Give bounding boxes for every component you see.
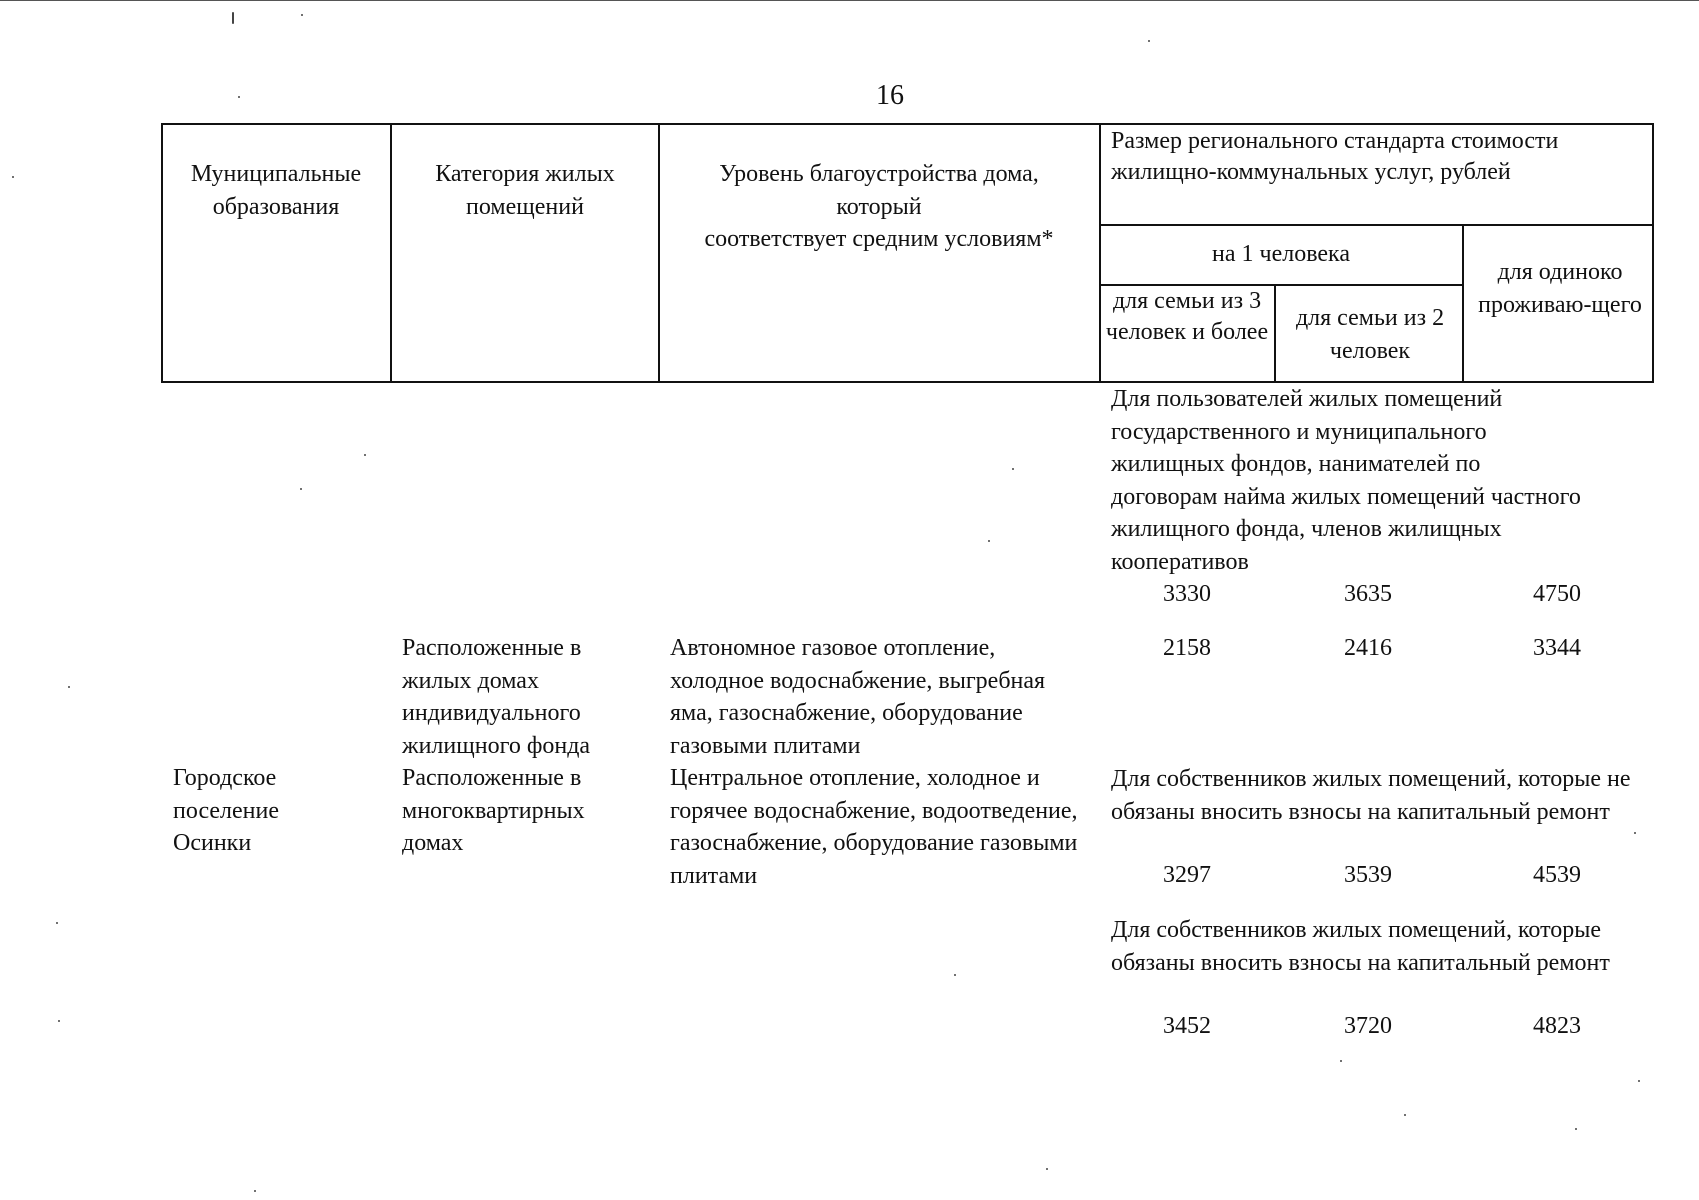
- group3-value-single: 4823: [1533, 1013, 1581, 1039]
- scan-speck: [1404, 1114, 1406, 1116]
- header-category: Категория жилых помещений: [435, 161, 615, 220]
- apartment-category: Расположенные в многоквартирных домах: [402, 765, 585, 856]
- header-divider-3: [1099, 123, 1101, 383]
- scan-speck: [1634, 832, 1636, 834]
- group3-value-family2: 3720: [1344, 1013, 1392, 1039]
- scan-speck: [1046, 1168, 1048, 1170]
- scan-speck: [1638, 1080, 1640, 1082]
- apartment-amenity: Центральное отопление, холодное и горячее водоснабжение, водоотведение, газоснабжение, оборудование газовыми плитами: [670, 765, 1078, 889]
- scan-speck: [12, 176, 14, 178]
- header-family-2: для семьи из 2 человек: [1295, 305, 1445, 364]
- scan-speck: [300, 488, 302, 490]
- scan-speck: [56, 922, 58, 924]
- group3-title: Для собственников жилых помещений, которые обязаны вносить взносы на капитальный ремонт: [1111, 917, 1610, 976]
- header-rule-standard: [1099, 224, 1654, 226]
- group3-value-family3: 3452: [1163, 1013, 1211, 1039]
- scan-speck: [1148, 40, 1150, 42]
- municipality-name: Городское поселение Осинки: [173, 765, 280, 856]
- header-amenity-line2: который: [836, 193, 922, 220]
- individual-category: Расположенные в жилых домах индивидуального жилищного фонда: [402, 635, 591, 759]
- scan-speck: [988, 540, 990, 542]
- scan-speck: [301, 14, 303, 16]
- page-number: 16: [876, 80, 904, 111]
- header-municipality: Муниципальные образования: [190, 161, 362, 220]
- group2-title: Для собственников жилых помещений, которые не обязаны вносить взносы на капитальный ремонт: [1111, 766, 1631, 825]
- header-amenity: [664, 158, 1094, 256]
- scan-speck: [1012, 468, 1014, 470]
- header-standard: Размер регионального стандарта стоимости жилищно-коммунальных услуг, рублей: [1111, 128, 1559, 185]
- header-per-person: на 1 человека: [1212, 241, 1350, 267]
- top-rule: [0, 0, 1699, 1]
- scan-speck: [58, 1020, 60, 1022]
- group1-value-family2: 3635: [1344, 581, 1392, 607]
- header-divider-single: [1462, 224, 1464, 383]
- header-divider-1: [390, 123, 392, 383]
- scan-speck: [238, 96, 240, 98]
- scan-speck: [1575, 1128, 1577, 1130]
- scan-speck: [1340, 1060, 1342, 1062]
- header-family-3: для семьи из 3 человек и более: [1105, 288, 1269, 345]
- header-single: для одиноко проживаю-щего: [1478, 259, 1642, 318]
- individual-value-family3: 2158: [1163, 635, 1211, 661]
- individual-amenity: Автономное газовое отопление, холодное водоснабжение, выгребная яма, газоснабжение, оборудование газовыми плитами: [670, 635, 1046, 759]
- header-divider-family: [1274, 284, 1276, 383]
- scan-speck: [232, 12, 234, 24]
- scan-speck: [254, 1190, 256, 1192]
- group1-title: Для пользователей жилых помещений государственного и муниципального жилищных фондов, нанимателей по договорам найма жилых помещений частного жилищного фонда, членов жилищных кооперативов: [1111, 386, 1581, 575]
- scan-speck: [364, 454, 366, 456]
- header-amenity-line3: соответствует средним условиям*: [704, 226, 1054, 252]
- group2-value-family3: 3297: [1163, 862, 1211, 888]
- group2-value-family2: 3539: [1344, 862, 1392, 888]
- individual-value-family2: 2416: [1344, 635, 1392, 661]
- scan-speck: [954, 974, 956, 976]
- header-divider-2: [658, 123, 660, 383]
- individual-value-single: 3344: [1533, 635, 1581, 661]
- scan-speck: [68, 686, 70, 688]
- group1-value-single: 4750: [1533, 581, 1581, 607]
- group2-value-single: 4539: [1533, 862, 1581, 888]
- group1-value-family3: 3330: [1163, 581, 1211, 607]
- header-amenity-line1: Уровень благоустройства дома,: [719, 161, 1039, 187]
